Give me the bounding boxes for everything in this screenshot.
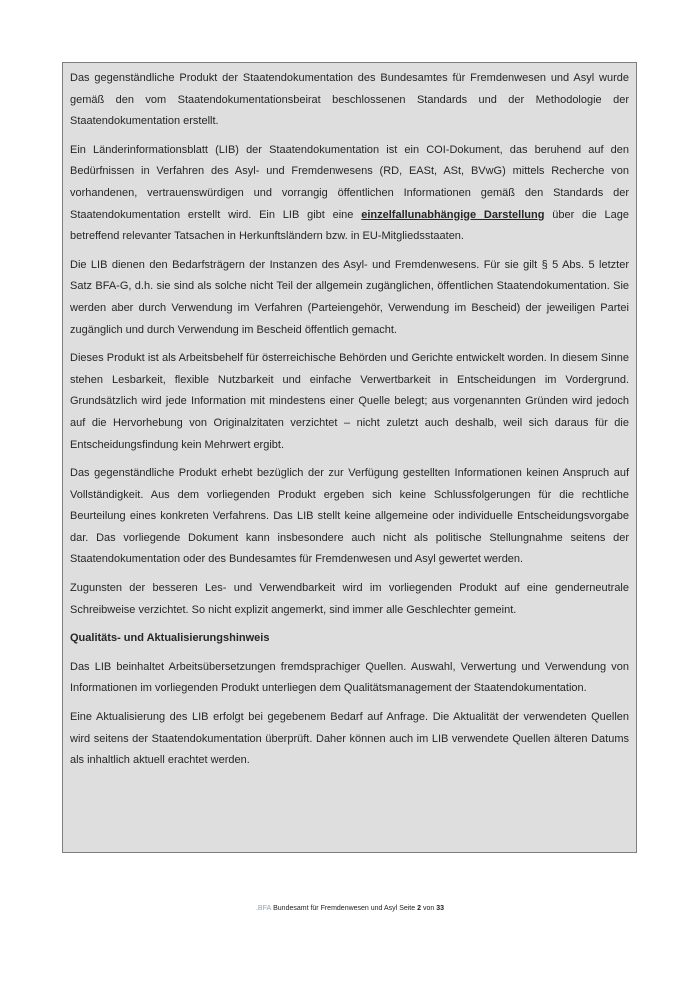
paragraph-lib-definition-tail: über die Lage betreffend relevanter Tatsachen in Herkunftsländern bzw. in EU-Mitgliedsstaaten. — [70, 208, 629, 243]
footer-page-total: 33 — [436, 905, 445, 912]
disclaimer-content-box — [62, 62, 637, 853]
bfa-logo: .BFA — [255, 905, 272, 912]
paragraph-no-completeness-claim: Das gegenständliche Produkt erhebt bezüglich der zur Verfügung gestellten Informationen keinen Anspruch auf Vollständigkeit. Aus dem vorliegenden Produkt ergeben sich keine Schlussfolgerungen für die rechtliche Beurteilung eines konkreten Verfahrens. Das LIB stellt keine allgemeine oder individuelle Entscheidungsvorgabe dar. Das vorliegende Dokument kann insbesondere auch nicht als politische Stellungnahme seitens der Staatendokumentation oder des Bundesamtes für Fremdenwesen und Asyl gewertet werden. — [70, 467, 629, 566]
paragraph-arbeitsbehelf: Dieses Produkt ist als Arbeitsbehelf für österreichische Behörden und Gerichte entwickelt worden. In diesem Sinne stehen Lesbarkeit, flexible Nutzbarkeit und einfache Verwertbarkeit in Entscheidungen im Vordergrund. Grundsätzlich wird jede Information mit mindestens einer Quelle belegt; aus vorgenannten Gründen wird jedoch auf die Hervorhebung von Originalzitaten verzichtet – nicht zuletzt auch deshalb, weil sich daraus für die Entscheidungsfindung kein Mehrwert ergibt. — [70, 352, 629, 451]
emphasis-einzelfallunabhaengige-darstellung: einzelfallunabhängige Darstellung — [361, 208, 545, 221]
paragraph-update-on-request: Eine Aktualisierung des LIB erfolgt bei gegebenem Bedarf auf Anfrage. Die Aktualität der verwendeten Quellen wird seitens der Staatendokumentation überprüft. Daher können auch im LIB verwendete Quellen älteren Datums als inhaltlich aktuell erachtet werden. — [70, 711, 629, 767]
paragraph-quality-management: Das LIB beinhaltet Arbeitsübersetzungen fremdsprachiger Quellen. Auswahl, Verwertung und Verwendung von Informationen im vorliegenden Produkt unterliegen dem Qualitätsmanagement der Staatendokumentation. — [70, 660, 629, 695]
paragraph-lib-usage: Die LIB dienen den Bedarfsträgern der Instanzen des Asyl- und Fremdenwesens. Für sie gilt § 5 Abs. 5 letzter Satz BFA-G, d.h. sie sind als solche nicht Teil der allgemein zugänglichen, öffentlichen Staatendokumentation. Sie werden aber durch Verwendung im Verfahren (Parteiengehör, Verwendung im Bescheid) der jeweiligen Partei zugänglich und durch Verwendung im Bescheid öffentlich gemacht. — [70, 258, 629, 336]
page-footer — [0, 903, 700, 914]
footer-org-text: Bundesamt für Fremdenwesen und Asyl — [273, 905, 398, 912]
paragraph-product-standards: Das gegenständliche Produkt der Staatendokumentation des Bundesamtes für Fremdenwesen und Asyl wurde gemäß den vom Staatendokumentationsbeirat beschlossenen Standards und der Methodologie der Staatendokumentation erstellt. — [70, 72, 629, 128]
section-heading-quality-update-note: Qualitäts- und Aktualisierungshinweis — [70, 632, 270, 645]
paragraph-lib-definition-text: Ein Länderinformationsblatt (LIB) der Staatendokumentation ist ein COI-Dokument, das beruhend auf den Bedürfnissen in Verfahren des Asyl- und Fremdenwesens (RD, EASt, ASt, BVwG) mittels Recherche von vorhandenen, vertrauenswürdigen und vorrangig öffentlichen Informationen gemäß den Standards der Staatendokumentation erstellt wird. Ein LIB gibt eine — [70, 143, 629, 221]
paragraph-gender-note: Zugunsten der besseren Les- und Verwendbarkeit wird im vorliegenden Produkt auf eine genderneutrale Schreibweise verzichtet. So nicht explizit angemerkt, sind immer alle Geschlechter gemeint. — [70, 582, 629, 616]
paragraph-lib-definition — [70, 140, 629, 248]
footer-page-label: Seite — [399, 905, 416, 912]
footer-page-number: 2 — [417, 905, 422, 912]
footer-of-label: von — [422, 905, 435, 912]
